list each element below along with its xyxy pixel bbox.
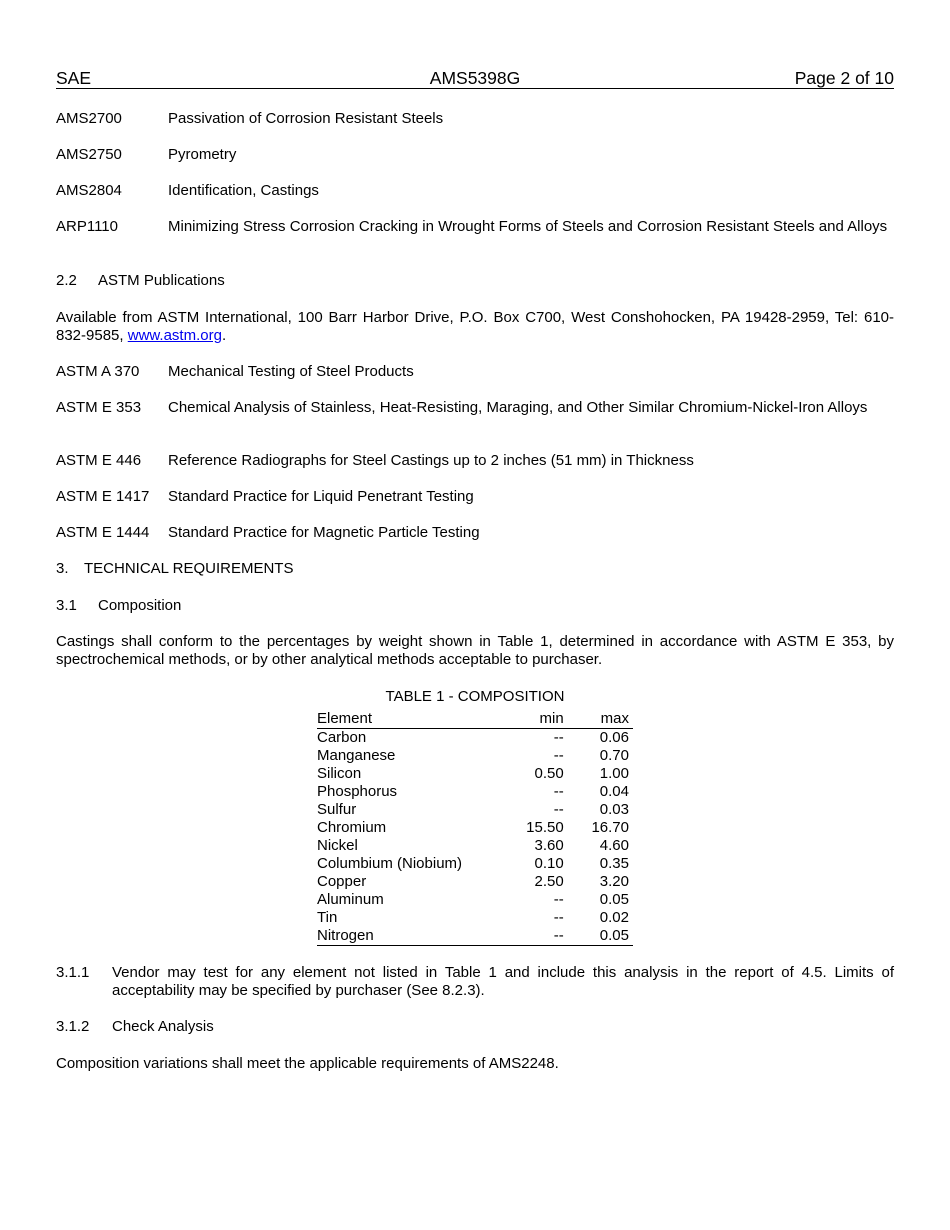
reference-code: AMS2700	[56, 110, 122, 127]
element-name: Columbium (Niobium)	[317, 855, 463, 872]
min-value: 2.50	[534, 873, 564, 890]
check-analysis-paragraph: Composition variations shall meet the applicable requirements of AMS2248.	[56, 1055, 559, 1072]
section-number: 3.1.1	[56, 964, 90, 981]
reference-item	[56, 146, 894, 164]
reference-code: ASTM E 353	[56, 399, 142, 416]
section-title: Check Analysis	[112, 1018, 214, 1035]
section-heading-3	[56, 560, 293, 578]
reference-title: Chemical Analysis of Stainless, Heat-Resisting, Maraging, and Other Similar Chromium-Nickel-Iron Alloys	[168, 399, 868, 416]
reference-code: ASTM E 1417	[56, 488, 150, 505]
max-value: 0.35	[599, 855, 629, 872]
reference-title: Minimizing Stress Corrosion Cracking in Wrought Forms of Steels and Corrosion Resistant Steels and Alloys	[168, 218, 888, 235]
min-value: --	[553, 909, 564, 926]
table-row	[317, 909, 633, 927]
astm-availability-paragraph: Available from ASTM International, 100 Barr Harbor Drive, P.O. Box C700, West Conshohocken, PA 19428-2959, Tel: 610-832-9585, www.astm.org.	[56, 309, 894, 344]
composition-table	[317, 710, 633, 946]
max-value: 4.60	[599, 837, 629, 854]
reference-code: ARP1110	[56, 218, 118, 235]
element-name: Manganese	[317, 747, 396, 764]
composition-paragraph: Castings shall conform to the percentages by weight shown in Table 1, determined in accordance with ASTM E 353, by spectrochemical methods, or by other analytical methods acceptable to purchaser.	[56, 633, 894, 668]
element-name: Aluminum	[317, 891, 384, 908]
reference-title: Reference Radiographs for Steel Castings up to 2 inches (51 mm) in Thickness	[168, 452, 694, 469]
reference-item	[56, 488, 894, 506]
reference-code: ASTM E 446	[56, 452, 142, 469]
table-row	[317, 765, 633, 783]
table-row	[317, 819, 633, 837]
table-row	[317, 927, 633, 946]
element-name: Sulfur	[317, 801, 357, 818]
page-header	[56, 67, 894, 89]
element-name: Copper	[317, 873, 367, 890]
max-value: 0.06	[599, 729, 629, 746]
header-org: SAE	[56, 68, 92, 88]
reference-title: Standard Practice for Liquid Penetrant Testing	[168, 488, 474, 505]
table-row	[317, 873, 633, 891]
reference-item	[56, 110, 894, 128]
reference-item	[56, 218, 894, 236]
reference-item	[56, 399, 894, 417]
table-row	[317, 801, 633, 819]
table-row	[317, 783, 633, 801]
section-title: Composition	[98, 597, 182, 614]
table-row	[317, 729, 633, 748]
element-name: Chromium	[317, 819, 387, 836]
reference-title: Passivation of Corrosion Resistant Steels	[168, 110, 444, 127]
table-caption: TABLE 1 - COMPOSITION	[385, 688, 565, 705]
header-doc-number: AMS5398G	[429, 68, 521, 88]
element-name: Silicon	[317, 765, 362, 782]
max-value: 0.04	[599, 783, 629, 800]
element-name: Nitrogen	[317, 927, 504, 946]
table-row	[317, 855, 633, 873]
table-row	[317, 891, 633, 909]
header-page-number: Page 2 of 10	[794, 68, 894, 88]
element-name: Carbon	[317, 729, 367, 746]
min-value: --	[504, 927, 563, 946]
max-value: 0.05	[599, 891, 629, 908]
column-header-max: max	[564, 710, 633, 729]
max-value: 1.00	[599, 765, 629, 782]
reference-item	[56, 452, 894, 470]
element-name: Nickel	[317, 837, 358, 854]
reference-item	[56, 182, 894, 200]
section-3-1-1	[56, 964, 894, 1000]
section-heading-3-1-2	[56, 1018, 894, 1036]
column-header-min: min	[504, 710, 563, 729]
min-value: 0.50	[534, 765, 564, 782]
astm-website-link[interactable]: www.astm.org	[127, 327, 222, 344]
section-number: 3.1.2	[56, 1018, 90, 1035]
section-text: Vendor may test for any element not listed in Table 1 and include this analysis in the report of 4.5. Limits of acceptability may be specified by purchaser (See 8.2.3).	[112, 964, 894, 999]
reference-item	[56, 363, 894, 381]
max-value: 16.70	[591, 819, 629, 836]
min-value: --	[553, 747, 564, 764]
reference-code: ASTM A 370	[56, 363, 140, 380]
section-heading-3-1	[56, 597, 181, 615]
section-title: TECHNICAL REQUIREMENTS	[84, 560, 294, 577]
section-title: ASTM Publications	[98, 272, 225, 289]
reference-code: ASTM E 1444	[56, 524, 150, 541]
column-header-element: Element	[317, 710, 504, 729]
element-name: Phosphorus	[317, 783, 398, 800]
min-value: --	[553, 801, 564, 818]
section-number: 3.1	[56, 597, 77, 614]
table-row	[317, 837, 633, 855]
min-value: --	[553, 783, 564, 800]
reference-title: Mechanical Testing of Steel Products	[168, 363, 414, 380]
reference-code: AMS2804	[56, 182, 122, 199]
max-value: 0.02	[599, 909, 629, 926]
section-heading-2-2	[56, 272, 225, 290]
section-number: 3.	[56, 560, 69, 577]
reference-title: Pyrometry	[168, 146, 237, 163]
reference-title: Identification, Castings	[168, 182, 319, 199]
reference-code: AMS2750	[56, 146, 122, 163]
reference-title: Standard Practice for Magnetic Particle Testing	[168, 524, 480, 541]
min-value: --	[553, 891, 564, 908]
table-header-row	[317, 710, 633, 729]
element-name: Tin	[317, 909, 338, 926]
reference-item	[56, 524, 894, 542]
max-value: 0.05	[564, 927, 633, 946]
section-number: 2.2	[56, 272, 77, 289]
min-value: 3.60	[534, 837, 564, 854]
max-value: 3.20	[599, 873, 629, 890]
max-value: 0.70	[599, 747, 629, 764]
min-value: 0.10	[534, 855, 564, 872]
min-value: --	[553, 729, 564, 746]
max-value: 0.03	[599, 801, 629, 818]
table-row	[317, 747, 633, 765]
min-value: 15.50	[526, 819, 564, 836]
